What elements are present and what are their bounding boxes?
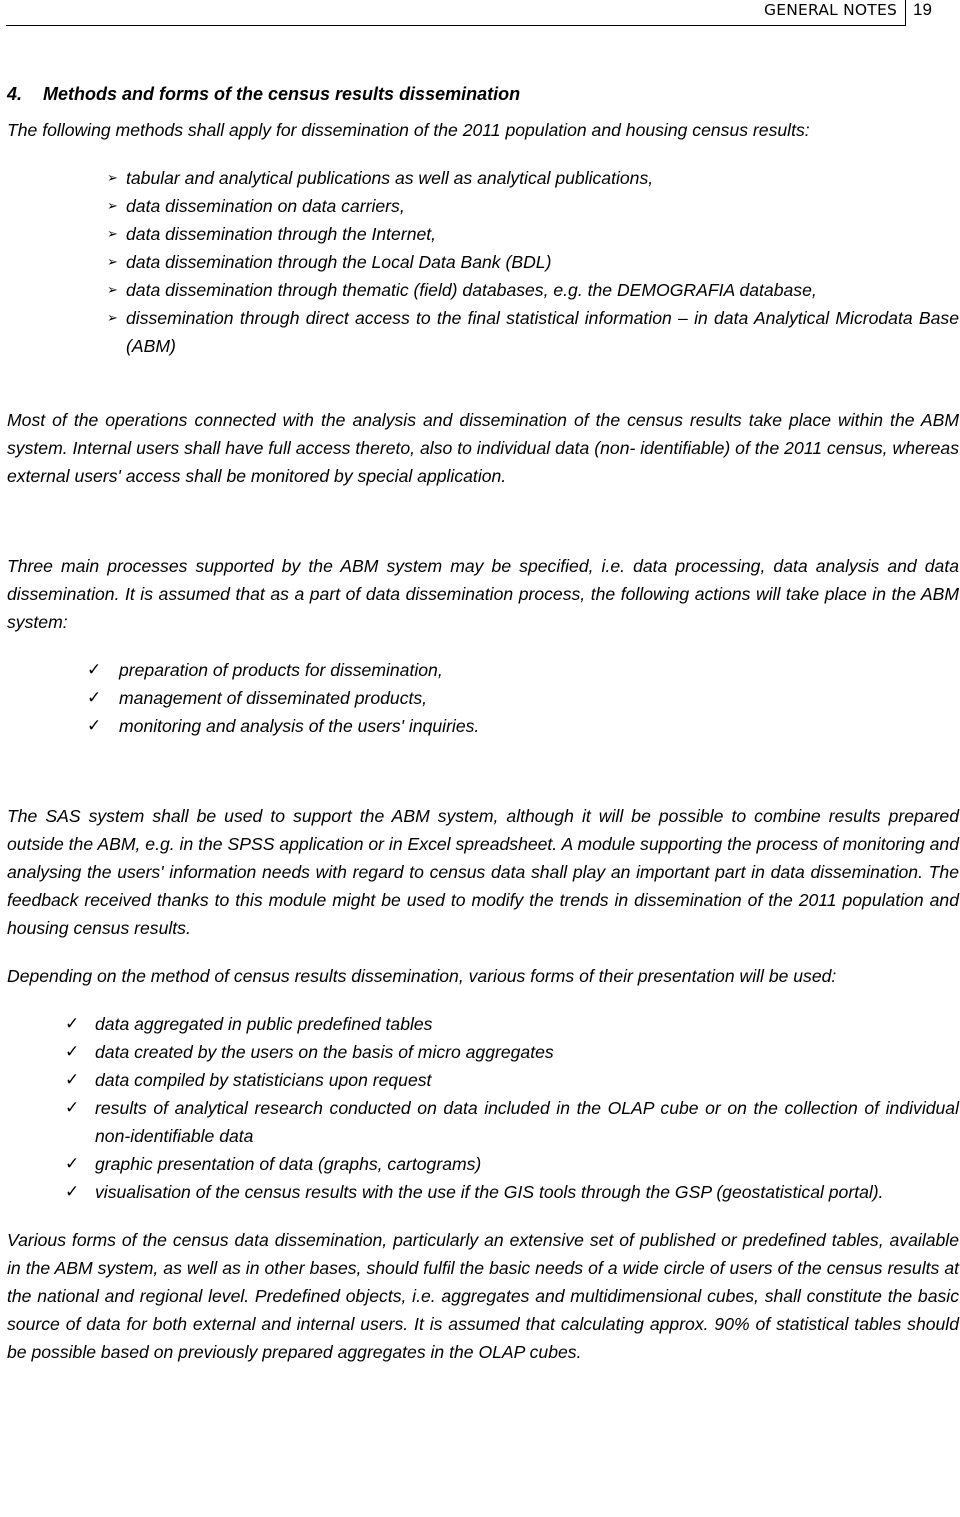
actions-list (87, 656, 959, 740)
list-item: ➢ data dissemination through the Local Data Bank (BDL) (107, 248, 959, 276)
heading-title: Methods and forms of the census results dissemination (43, 84, 521, 104)
list-item: ➢ tabular and analytical publications as well as analytical publications, (107, 164, 959, 192)
arrow-bullet-icon: ➢ (107, 310, 118, 325)
spacer (7, 360, 959, 406)
arrow-bullet-icon: ➢ (107, 282, 118, 297)
page-number: 19 (913, 0, 932, 19)
list-item: ✓ monitoring and analysis of the users' inquiries. (87, 712, 959, 740)
list-item: ➢ data dissemination through thematic (field) databases, e.g. the DEMOGRAFIA database, (107, 276, 959, 304)
list-item: ✓ data created by the users on the basis of micro aggregates (65, 1038, 959, 1066)
list-item: ✓ data compiled by statisticians upon request (65, 1066, 959, 1094)
list-item: ✓ graphic presentation of data (graphs, cartograms) (65, 1150, 959, 1178)
check-bullet-icon: ✓ (87, 688, 102, 708)
check-bullet-icon: ✓ (65, 1154, 80, 1174)
heading-number: 4. (7, 84, 23, 104)
methods-list (107, 164, 959, 360)
arrow-bullet-icon: ➢ (107, 254, 118, 269)
header-rule (6, 25, 906, 26)
section-title: GENERAL NOTES (764, 1, 897, 19)
spacer (7, 740, 959, 802)
section-heading (7, 80, 959, 108)
page-header (0, 0, 960, 26)
arrow-bullet-icon: ➢ (107, 226, 118, 241)
arrow-bullet-icon: ➢ (107, 170, 118, 185)
check-bullet-icon: ✓ (87, 660, 102, 680)
check-bullet-icon: ✓ (65, 1014, 80, 1034)
intro-paragraph: The following methods shall apply for dissemination of the 2011 population and housing census results: (7, 120, 810, 140)
paragraph-processes: Three main processes supported by the ABM system may be specified, i.e. data processing, data analysis and data dissemination. It is assumed that as a part of data dissemination process, the following actions will take place in the ABM system: (7, 556, 959, 632)
spacer (7, 942, 959, 962)
forms-list (65, 1010, 959, 1206)
list-item: ✓ results of analytical research conducted on data included in the OLAP cube or on the collection of individual non-identifiable data (65, 1094, 959, 1150)
check-bullet-icon: ✓ (65, 1042, 80, 1062)
arrow-bullet-icon: ➢ (107, 198, 118, 213)
check-bullet-icon: ✓ (65, 1070, 80, 1090)
paragraph-abm-operations: Most of the operations connected with the analysis and dissemination of the census results take place within the ABM system. Internal users shall have full access thereto, also to individual data (non- identifiable) of the 2011 census, whereas external users' access shall be monitored by special application. (7, 410, 959, 486)
list-item: ➢ data dissemination through the Internet, (107, 220, 959, 248)
list-item: ✓ preparation of products for dissemination, (87, 656, 959, 684)
header-divider (905, 0, 906, 26)
list-item: ➢ dissemination through direct access to the final statistical information – in data Analytical Microdata Base (ABM) (107, 304, 959, 360)
paragraph-predefined-tables: Various forms of the census data dissemination, particularly an extensive set of published or predefined tables, available in the ABM system, as well as in other bases, should fulfil the basic needs of a wide circle of users of the census results at the national and regional level. Predefined objects, i.e. aggregates and multidimensional cubes, shall constitute the basic source of data for both external and internal users. It is assumed that calculating approx. 90% of statistical tables should be possible based on previously prepared aggregates in the OLAP cubes. (7, 1230, 959, 1362)
spacer (7, 1206, 959, 1226)
check-bullet-icon: ✓ (65, 1182, 80, 1202)
list-item: ✓ management of disseminated products, (87, 684, 959, 712)
check-bullet-icon: ✓ (87, 716, 102, 736)
spacer (7, 490, 959, 552)
paragraph-forms-intro: Depending on the method of census results dissemination, various forms of their presentation will be used: (7, 966, 837, 986)
paragraph-sas: The SAS system shall be used to support the ABM system, although it will be possible to combine results prepared outside the ABM, e.g. in the SPSS application or in Excel spreadsheet. A module supporting the process of monitoring and analysing the users' information needs with regard to census data shall play an important part in data dissemination. The feedback received thanks to this module might be used to modify the trends in dissemination of the 2011 population and housing census results. (7, 806, 959, 938)
page-body (7, 80, 959, 1366)
list-item: ✓ visualisation of the census results with the use if the GIS tools through the GSP (geostatistical portal). (65, 1178, 959, 1206)
list-item: ✓ data aggregated in public predefined tables (65, 1010, 959, 1038)
check-bullet-icon: ✓ (65, 1098, 80, 1118)
list-item: ➢ data dissemination on data carriers, (107, 192, 959, 220)
